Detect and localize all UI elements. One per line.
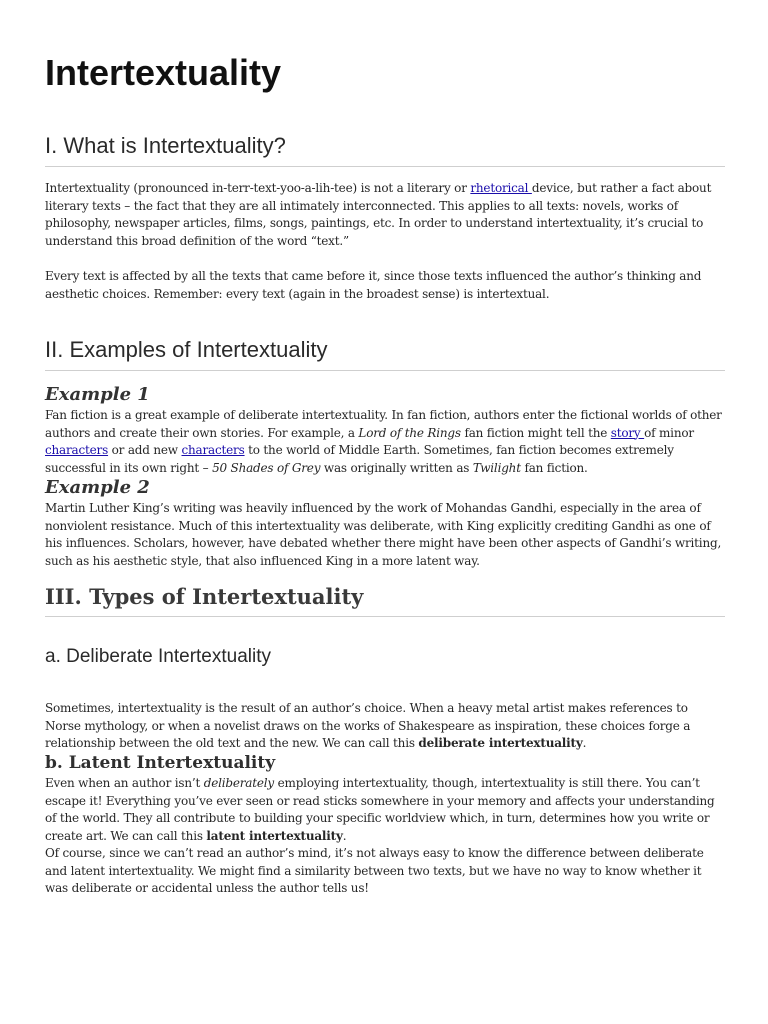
deliberate-paragraph	[45, 700, 725, 753]
text-run: employing intertextuality, though, intertextuality is still there. You can’t escape it! Everything you’ve ever seen or read sticks somewhere in your memory and affects your understanding of the world. They all contribute to building your specific worldview which, in turn, determines how you write or create art. We can call this	[45, 776, 715, 843]
characters-link-2[interactable]: characters	[181, 443, 245, 457]
section-1-divider	[45, 166, 725, 167]
section-3-divider	[45, 616, 725, 617]
text-run: device, but rather a fact about literary texts – the fact that they are all intimately interconnected. This applies to all texts: novels, works of philosophy, newspaper articles, films, songs, paintings, etc. In order to understand intertextuality, it’s crucial to understand this broad definition of the word “text.”	[45, 181, 712, 248]
text-run: fan fiction might tell the	[460, 425, 611, 440]
text-run: Sometimes, intertextuality is the result of an author’s choice. When a heavy metal artist makes references to Norse mythology, or when a novelist draws on the works of Shakespeare as inspiration, these choices forge a relationship between the old text and the new. We can call this	[45, 701, 691, 750]
text-run: of minor	[644, 425, 694, 440]
section-1-heading: I. What is Intertextuality?	[45, 133, 286, 158]
italic-title: Lord of the Rings	[358, 425, 461, 440]
latent-heading: b. Latent Intertextuality	[45, 753, 276, 773]
latent-paragraph	[45, 775, 725, 845]
text-run: Fan fiction is a great example of deliberate intertextuality. In fan fiction, authors enter the fictional worlds of other authors and create their own stories. For example, a	[45, 408, 722, 440]
italic-title: Twilight	[472, 460, 521, 475]
page-title: Intertextuality	[45, 52, 282, 93]
text-run: .	[342, 828, 347, 843]
example-1-heading: Example 1	[45, 384, 150, 405]
text-run: Intertextuality (pronounced in-terr-text-yoo-a-lih-tee) is not a literary or	[45, 181, 471, 195]
text-run: was originally written as	[320, 460, 473, 475]
text-run: or add new	[108, 443, 182, 457]
italic-word: deliberately	[203, 776, 274, 790]
text-run: Even when an author isn’t	[45, 776, 204, 790]
deliberate-heading: a. Deliberate Intertextuality	[45, 646, 272, 667]
section-3-heading: III. Types of Intertextuality	[45, 584, 364, 609]
italic-title: 50 Shades of Grey	[212, 460, 321, 475]
section-2-heading: II. Examples of Intertextuality	[45, 337, 328, 362]
text-run: fan fiction.	[520, 460, 588, 475]
characters-link[interactable]: characters	[45, 443, 109, 457]
text-run: .	[582, 736, 587, 750]
bold-term: latent intertextuality	[206, 828, 343, 843]
story-link[interactable]: story	[610, 425, 645, 440]
bold-term: deliberate intertextuality	[418, 736, 583, 750]
example-2-paragraph: Martin Luther King’s writing was heavily influenced by the work of Mohandas Gandhi, especially in the area of nonviolent resistance. Much of this intertextuality was deliberate, with King explicitly crediting Gandhi as one of his influences. Scholars, however, have debated whether there might have been other aspects of Gandhi’s writing, such as his aesthetic style, that also influenced King in a more latent way.	[45, 501, 722, 568]
latent-paragraph-2: Of course, since we can’t read an author’s mind, it’s not always easy to know the difference between deliberate and latent intertextuality. We might find a similarity between two texts, but we have no way to know whether it was deliberate or accidental unless the author tells us!	[45, 846, 704, 895]
example-1-paragraph	[45, 407, 725, 477]
section-2-divider	[45, 370, 725, 371]
example-2-heading: Example 2	[45, 477, 150, 498]
section-1-paragraph-2: Every text is affected by all the texts that came before it, since those texts influenced the author’s thinking and aesthetic choices. Remember: every text (again in the broadest sense) is intertextual.	[45, 269, 702, 301]
rhetorical-link[interactable]: rhetorical	[470, 181, 532, 195]
section-1-paragraph-1	[45, 180, 725, 250]
text-run: to the world of Middle Earth. Sometimes, fan fiction becomes extremely successful in its own right –	[45, 443, 674, 475]
